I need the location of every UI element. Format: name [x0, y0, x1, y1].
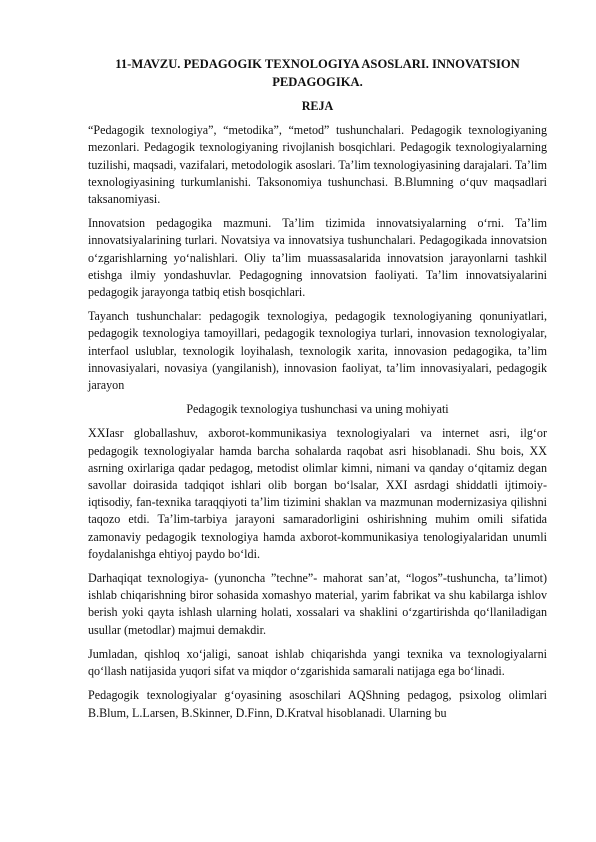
key-concepts-paragraph: Tayanch tushunchalar: pedagogik texnologiya, pedagogik texnologiyaning qonuniyatlari, pedagogik texnologiya tamoyillari, pedagogik texnologiya turlari, innovasion texnologiyalar, interfaol uslublar, texnologik loyihalash, texnologik xarita, innovasion pedagogika, ta’lim innovasiyalari, novasiya (yangilanish), innovasion faoliyat, ta’lim innovasiyalari, pedagogik jarayon	[88, 309, 547, 393]
plan-paragraph: “Pedagogik texnologiya”, “metodika”, “metod” tushunchalari. Pedagogik texnologiyaning mezonlari. Pedagogik texnologiyaning rivojlanish bosqichlari. Pedagogik texnologiyalarning tuzilishi, maqsadi, vazifalari, metodologik asoslari. Ta’lim texnologiyasining darajalari. Ta’lim texnologiyasining turkumlanishi. Taksonomiya tushunchasi. B.Blumning o‘quv maqsadlari taksanomiyasi.	[88, 123, 547, 207]
document-page	[88, 56, 547, 729]
plan-heading: REJA	[301, 99, 334, 113]
plan-paragraph: Innovatsion pedagogika mazmuni. Ta’lim tizimida innovatsiyalarning o‘rni. Ta’lim innovatsiyalarining turlari. Novatsiya va innovatsiya tushunchalari. Pedagogikada innovatsion o‘zgarishlarning yo‘nalishlari. Oliy ta’lim muassasalarida innovatsion jarayonlarni tashkil etishga ilmiy yondashuvlar. Pedagogning innovatsion faoliyati. Ta’lim innovatsiyalarini pedagogik jarayonga tatbiq etish bosqichlari.	[88, 216, 547, 300]
body-paragraph: Pedagogik texnologiyalar g‘oyasining asoschilari AQShning pedagog, psixolog olimlari B.Blum, L.Larsen, B.Skinner, D.Finn, D.Kratval hisoblanadi. Ularning bu	[88, 688, 547, 720]
body-paragraph: XXIasr globallashuv, axborot-kommunikasiya texnologiyalari va internet asri, ilg‘or pedagogik texnologiyalar hamda barcha sohalarda raqobat asri hisoblanadi. Shu bois, XX asrning oxirlariga qadar pedagog, metodist olimlar kimni, nimani va qanday o‘qitamiz degan savollar doirasida tadqiqot ishlari olib borgan bo‘lsalar, XXI asrdagi shiddatli ijtimoiy-iqtisodiy, fan-texnika taraqqiyoti ta’lim tizimini shaklan va mazmunan modernizasiya qilishni taqozo etdi. Ta’lim-tarbiya jarayoni samaradorligini oshirishning muhim omili sifatida zamonaviy pedagogik texnologiya hamda axborot-kommunikasiya tenologiyalaridan unumli foydalanishga ehtiyoj paydo bo‘ldi.	[88, 426, 547, 561]
body-paragraph: Darhaqiqat texnologiya- (yunoncha ”techne”- mahorat san’at, “logos”-tushuncha, ta’limot) ishlab chiqarishning biror sohasida xomashyo material, yarim fabrikat va shu kabilarga ishlov berish yoki qayta ishlash ularning holati, xossalari va shaklini o‘zgartirishda qo‘llaniladigan usullar (metodlar) majmui demakdir.	[88, 571, 547, 637]
document-title: 11-MAVZU. PEDAGOGIK TEXNOLOGIYA ASOSLARI. INNOVATSION PEDAGOGIKA.	[115, 57, 520, 89]
section-heading: Pedagogik texnologiya tushunchasi va uning mohiyati	[186, 402, 449, 417]
body-paragraph: Jumladan, qishloq xo‘jaligi, sanoat ishlab chiqarishda yangi texnika va texnologiyalarni qo‘llash natijasida yuqori sifat va miqdor o‘zgarishida samarali natijaga ega bo‘linadi.	[88, 646, 547, 679]
